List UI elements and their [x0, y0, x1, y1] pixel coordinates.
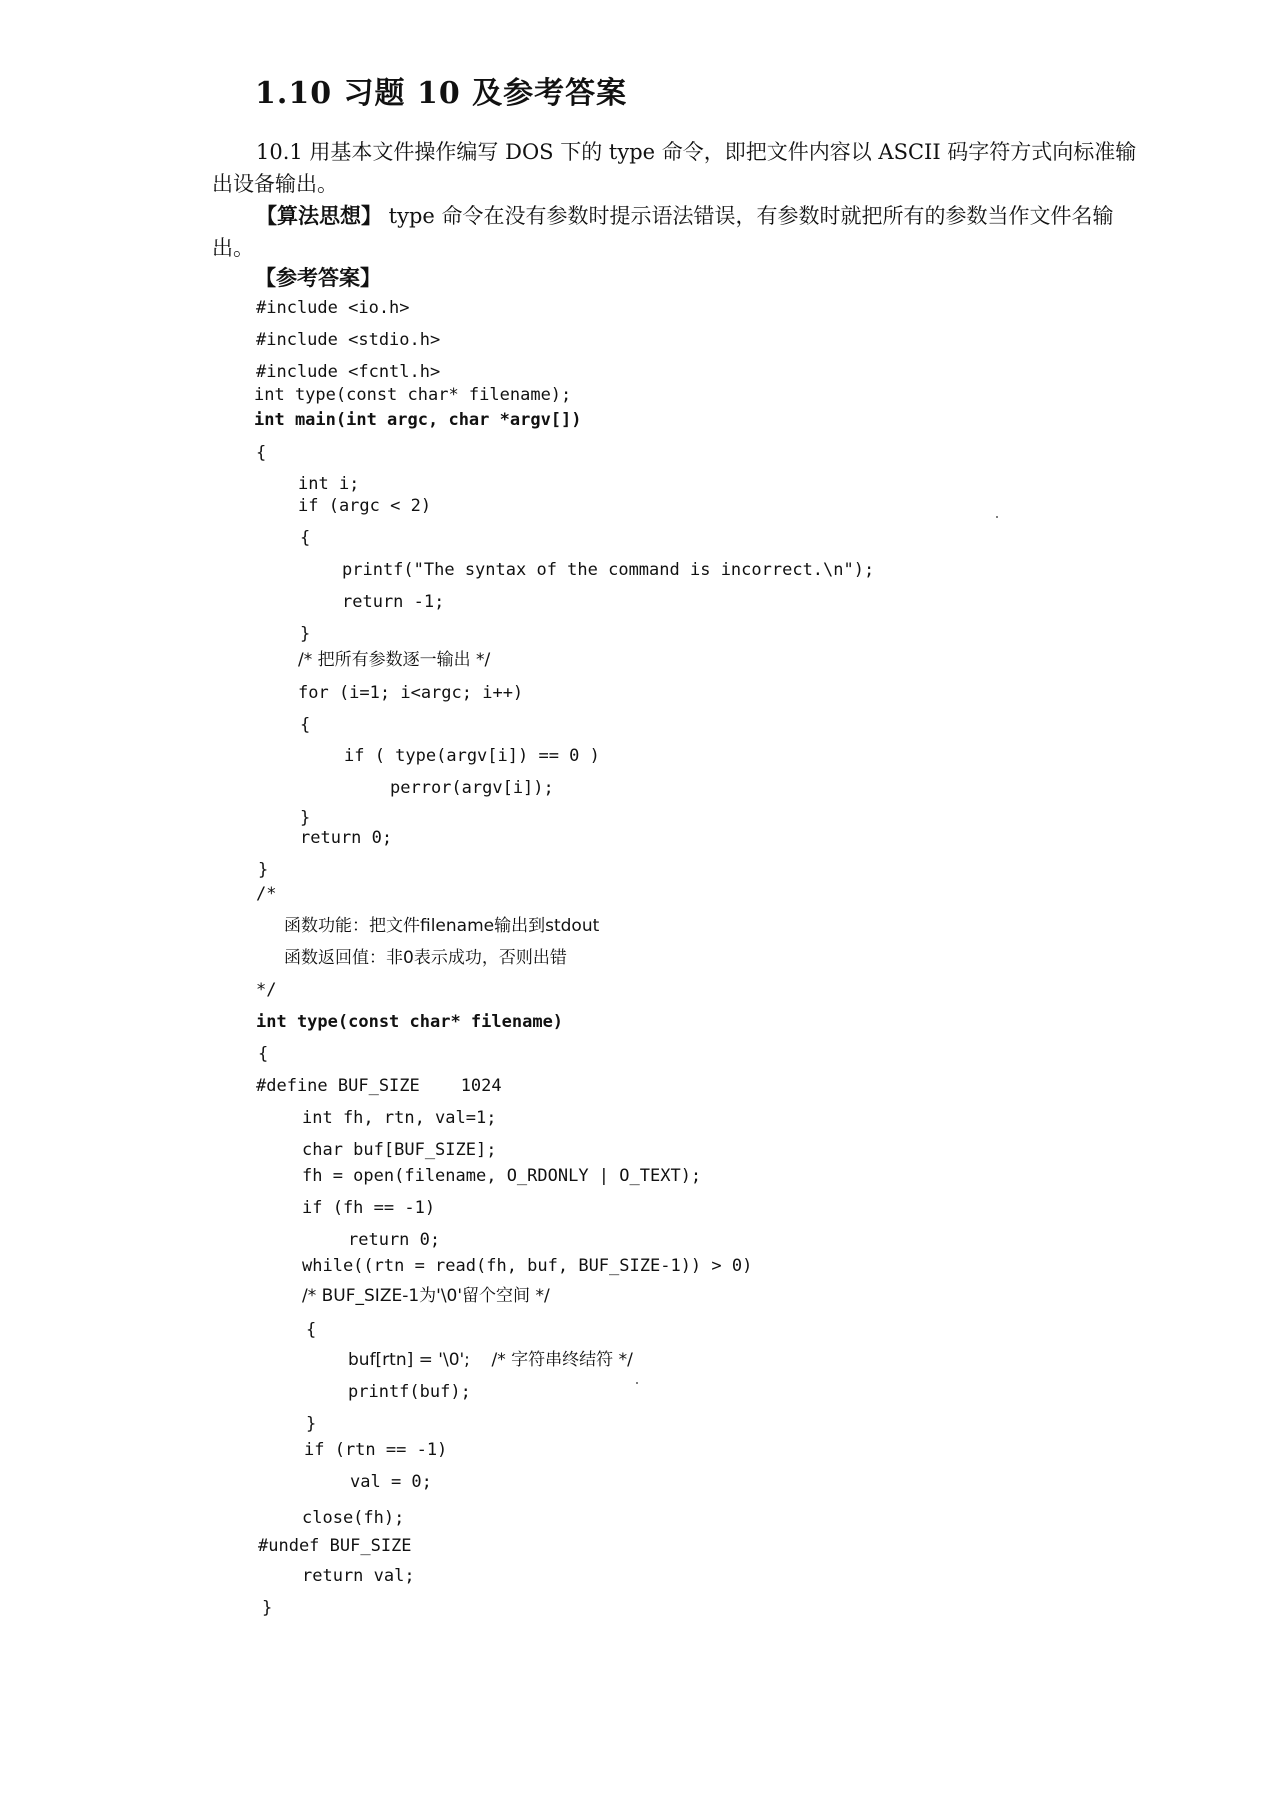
code-line: buf[rtn] = '\0'; /* 字符串终结符 */	[348, 1350, 633, 1370]
code-line: int type(const char* filename);	[254, 385, 572, 405]
code-line: printf(buf);	[348, 1382, 471, 1402]
code-line: printf("The syntax of the command is incorrect.\n");	[342, 560, 875, 580]
code-comment: /* BUF_SIZE-1为'\0'留个空间 */	[302, 1286, 550, 1306]
scan-speck	[636, 1382, 638, 1384]
code-line: int i;	[298, 474, 360, 494]
code-line: if (fh == -1)	[302, 1198, 436, 1218]
code-line: return val;	[302, 1566, 415, 1586]
code-line: return 0;	[300, 828, 393, 848]
algorithm-label: 【算法思想】	[256, 203, 382, 228]
code-line: #define BUF_SIZE 1024	[256, 1076, 502, 1096]
code-line: for (i=1; i<argc; i++)	[298, 683, 524, 703]
code-line: {	[256, 443, 267, 463]
code-line: #include <fcntl.h>	[256, 362, 441, 382]
code-comment: 函数功能：把文件filename输出到stdout	[284, 916, 600, 936]
code-line: val = 0;	[350, 1472, 432, 1492]
code-line: }	[262, 1598, 273, 1618]
code-line: fh = open(filename, O_RDONLY | O_TEXT);	[302, 1166, 702, 1186]
section-title: 1.10 习题 10 及参考答案	[255, 76, 628, 111]
code-line: int type(const char* filename)	[256, 1012, 564, 1032]
algorithm-text: type 命令在没有参数时提示语法错误，有参数时就把所有的参数当作文件名输出。	[212, 204, 1114, 260]
code-line: {	[306, 1320, 317, 1340]
code-line: int main(int argc, char *argv[])	[254, 410, 582, 430]
code-line: }	[306, 1414, 317, 1434]
code-line: {	[258, 1044, 269, 1064]
code-line: close(fh);	[302, 1508, 405, 1528]
code-line: return -1;	[342, 592, 445, 612]
code-line: #undef BUF_SIZE	[258, 1536, 412, 1556]
code-line: if (argc < 2)	[298, 496, 432, 516]
answer-label: 【参考答案】	[255, 265, 381, 290]
code-line: */	[256, 980, 277, 1000]
code-line: }	[300, 808, 311, 828]
code-line: }	[258, 860, 269, 880]
code-line: #include <stdio.h>	[256, 330, 441, 350]
code-line: {	[300, 528, 311, 548]
scan-speck	[996, 516, 998, 518]
code-line: perror(argv[i]);	[390, 778, 554, 798]
code-line: /*	[256, 884, 277, 904]
code-line: {	[300, 715, 311, 735]
code-line: while((rtn = read(fh, buf, BUF_SIZE-1)) > 0)	[302, 1256, 753, 1276]
code-line: }	[300, 624, 311, 644]
question-paragraph: 10.1 用基本文件操作编写 DOS 下的 type 命令，即把文件内容以 ASCII 码字符方式向标准输出设备输出。	[212, 140, 1137, 196]
code-line: if ( type(argv[i]) == 0 )	[344, 746, 600, 766]
code-comment: /* 把所有参数逐一输出 */	[298, 650, 491, 670]
code-line: char buf[BUF_SIZE];	[302, 1140, 497, 1160]
code-line: if (rtn == -1)	[304, 1440, 448, 1460]
code-comment: 函数返回值：非0表示成功，否则出错	[284, 948, 567, 968]
code-line: #include <io.h>	[256, 298, 410, 318]
code-line: return 0;	[348, 1230, 441, 1250]
code-line: int fh, rtn, val=1;	[302, 1108, 497, 1128]
